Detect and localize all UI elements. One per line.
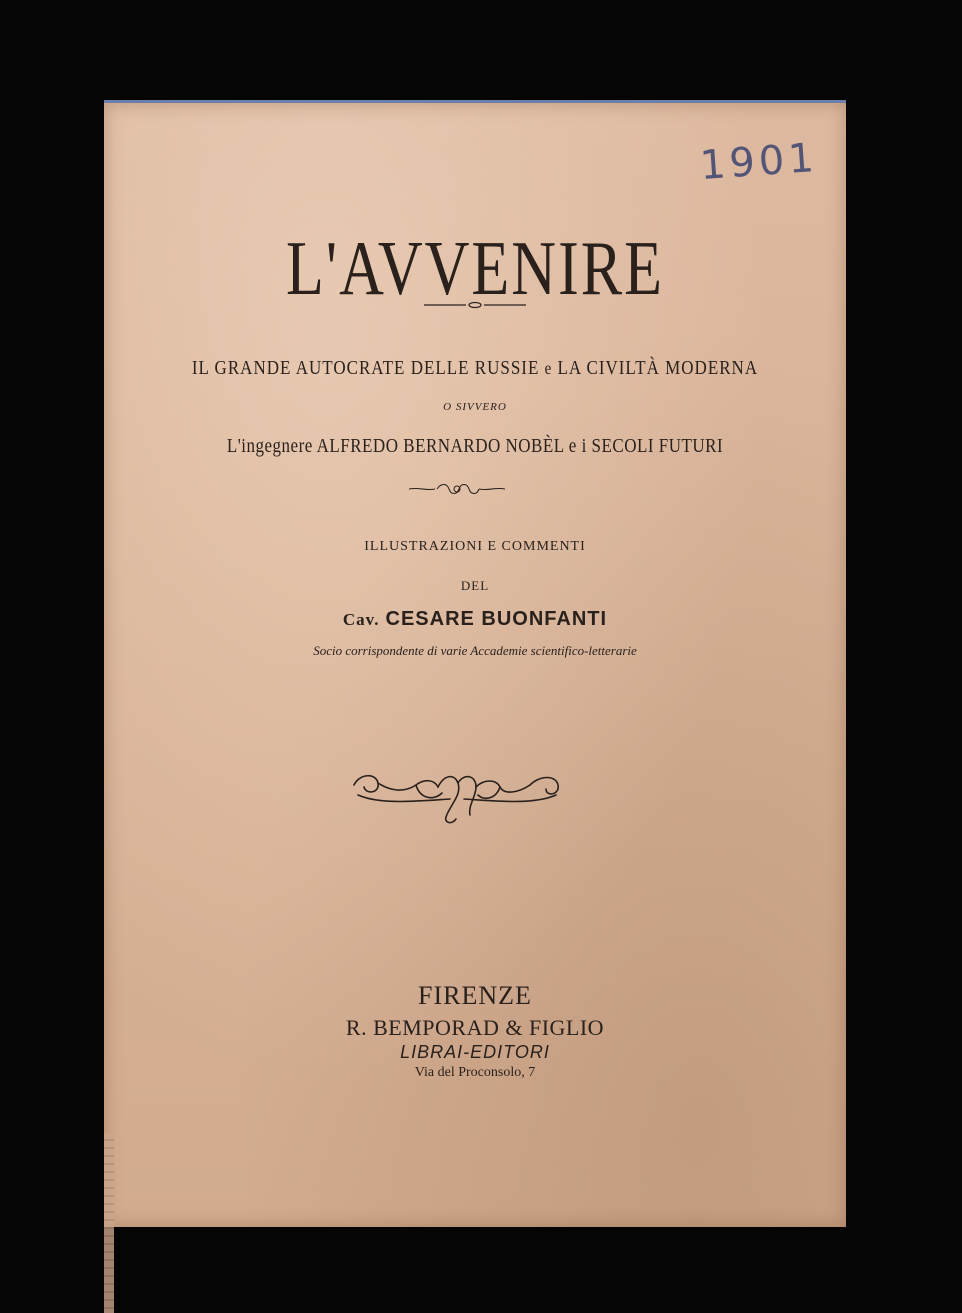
subtitle-e: e — [544, 359, 553, 379]
publisher-address: Via del Proconsolo, 7 — [414, 1065, 536, 1080]
publisher-role: LIBRAI-EDITORI — [400, 1042, 550, 1062]
title-rule-ornament — [424, 301, 526, 309]
author-line — [104, 608, 846, 631]
publisher-name: R. BEMPORAD & FIGLIO — [345, 1015, 605, 1040]
handwritten-year: 1901 — [698, 134, 820, 190]
subtitle-part1: IL GRANDE AUTOCRATE DELLE RUSSIE — [191, 356, 540, 379]
book-cover — [104, 100, 846, 1227]
author-prefix: Cav. — [342, 610, 380, 629]
book-title: L'AVVENIRE — [286, 226, 664, 312]
del-line: DEL — [460, 578, 490, 593]
subtitle-line — [104, 356, 846, 380]
illustrations-line: ILLUSTRAZIONI E COMMENTI — [364, 539, 586, 554]
publication-city: FIRENZE — [418, 981, 532, 1010]
ossia-line: O SIVVERO — [443, 401, 507, 413]
spine-wear — [104, 1133, 114, 1313]
flourish-ornament — [350, 765, 564, 829]
author-name: CESARE BUONFANTI — [385, 608, 608, 630]
author-role: Socio corrispondente di varie Accademie scientifico-letterarie — [313, 643, 637, 658]
engineer-line: L'ingegnere ALFREDO BERNARDO NOBÈL e i SECOLI FUTURI — [226, 434, 724, 457]
subtitle-part2: LA CIVILTÀ MODERNA — [557, 356, 759, 379]
divider-ornament — [409, 481, 505, 497]
